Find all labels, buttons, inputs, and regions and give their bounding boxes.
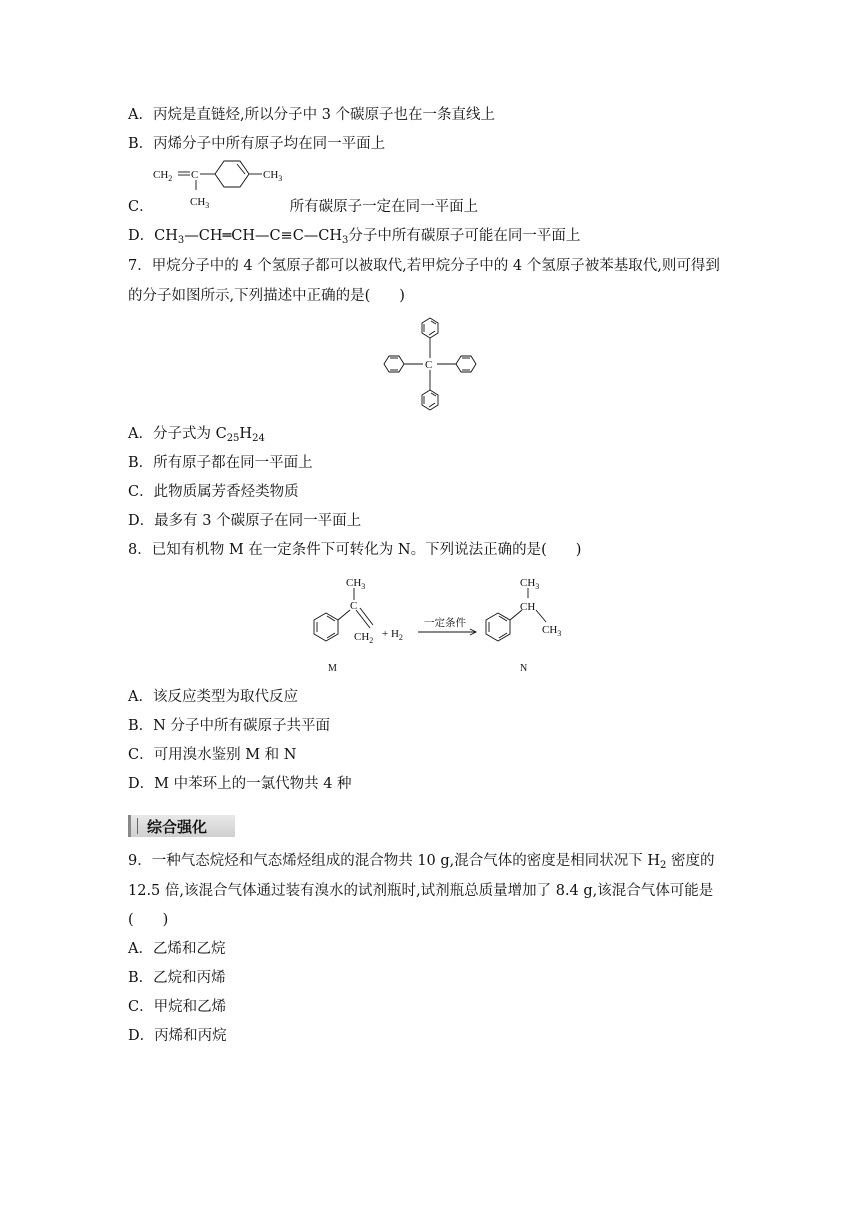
svg-text:C: C — [350, 600, 358, 612]
svg-text:M: M — [328, 663, 337, 674]
q8-option-c: C．可用溴水鉴别 M 和 N — [128, 747, 297, 763]
q8-option-b: B．N 分子中所有碳原子共平面 — [128, 718, 330, 734]
q6-option-c — [128, 197, 478, 217]
q9-stem-line1: 9．一种气态烷烃和气态烯烃组成的混合物共 10 g,混合气体的密度是相同状况下 $H_2$ 密度的 — [128, 853, 715, 871]
svg-text:CH: CH — [520, 601, 536, 613]
svg-text:CH3: $CH_3$ — [190, 196, 210, 210]
q8-reaction-figure — [290, 570, 580, 678]
q7-option-a: A．分子式为 $C_{25}H_{24}$ — [128, 426, 265, 444]
q9-option-a: A．乙烯和乙烷 — [128, 941, 226, 957]
svg-text:C: C — [191, 169, 199, 181]
q6-option-b: B．丙烯分子中所有原子均在同一平面上 — [128, 136, 386, 152]
q6-option-a: A．丙烷是直链烃,所以分子中 3 个碳原子也在一条直线上 — [128, 107, 496, 123]
section-header-mark — [137, 818, 138, 834]
svg-text:+ H2: + $H_2$ — [382, 628, 403, 642]
q7-stem-line1: 7．甲烷分子中的 4 个氢原子都可以被取代,若甲烷分子中的 4 个氢原子被苯基取代,则可得到 — [128, 258, 720, 274]
svg-text:CH3: $CH_3$ — [542, 624, 562, 638]
q7-option-c: C．此物质属芳香烃类物质 — [128, 484, 299, 500]
q6-option-c-label: C． — [128, 199, 154, 215]
q8-stem: 8．已知有机物 M 在一定条件下可转化为 N。下列说法正确的是( ) — [128, 542, 582, 558]
center-carbon-label: C — [425, 359, 433, 371]
q9-stem-line3: ( ) — [128, 912, 169, 928]
q7-option-d: D．最多有 3 个碳原子在同一平面上 — [128, 513, 362, 529]
q9-option-d: D．丙烯和丙烷 — [128, 1028, 227, 1044]
q7-tetraphenylmethane-figure — [378, 312, 482, 416]
q8-option-a: A．该反应类型为取代反应 — [128, 689, 298, 705]
svg-text:一定条件: 一定条件 — [424, 618, 466, 629]
q7-option-b: B．所有原子都在同一平面上 — [128, 455, 313, 471]
q6-option-d: D．$CH_3—CH═CH—C\equiv C—CH_3$分子中所有碳原子可能在同一平面上 — [128, 228, 581, 246]
q9-stem-line2: 12.5 倍,该混合气体通过装有溴水的试剂瓶时,试剂瓶总质量增加了 8.4 g,该混合气体可能是 — [128, 883, 714, 899]
svg-text:CH2: $CH_2$ — [153, 169, 173, 183]
svg-text:CH3: $CH_3$ — [263, 169, 283, 183]
q6-option-c-text: 所有碳原子一定在同一平面上 — [289, 199, 479, 215]
q7-stem-line2: 的分子如图所示,下列描述中正确的是( ) — [128, 288, 405, 304]
section-header — [128, 815, 235, 837]
q9-option-b: B．乙烷和丙烯 — [128, 970, 226, 986]
section-title: 综合强化 — [147, 818, 208, 836]
q8-option-d: D．M 中苯环上的一氯代物共 4 种 — [128, 776, 352, 792]
svg-text:CH2: $CH_2$ — [354, 631, 374, 645]
q9-option-c: C．甲烷和乙烯 — [128, 999, 227, 1015]
svg-text:CH3: $CH_3$ — [346, 577, 366, 591]
svg-text:CH3: $CH_3$ — [520, 577, 540, 591]
svg-text:N: N — [520, 663, 528, 674]
